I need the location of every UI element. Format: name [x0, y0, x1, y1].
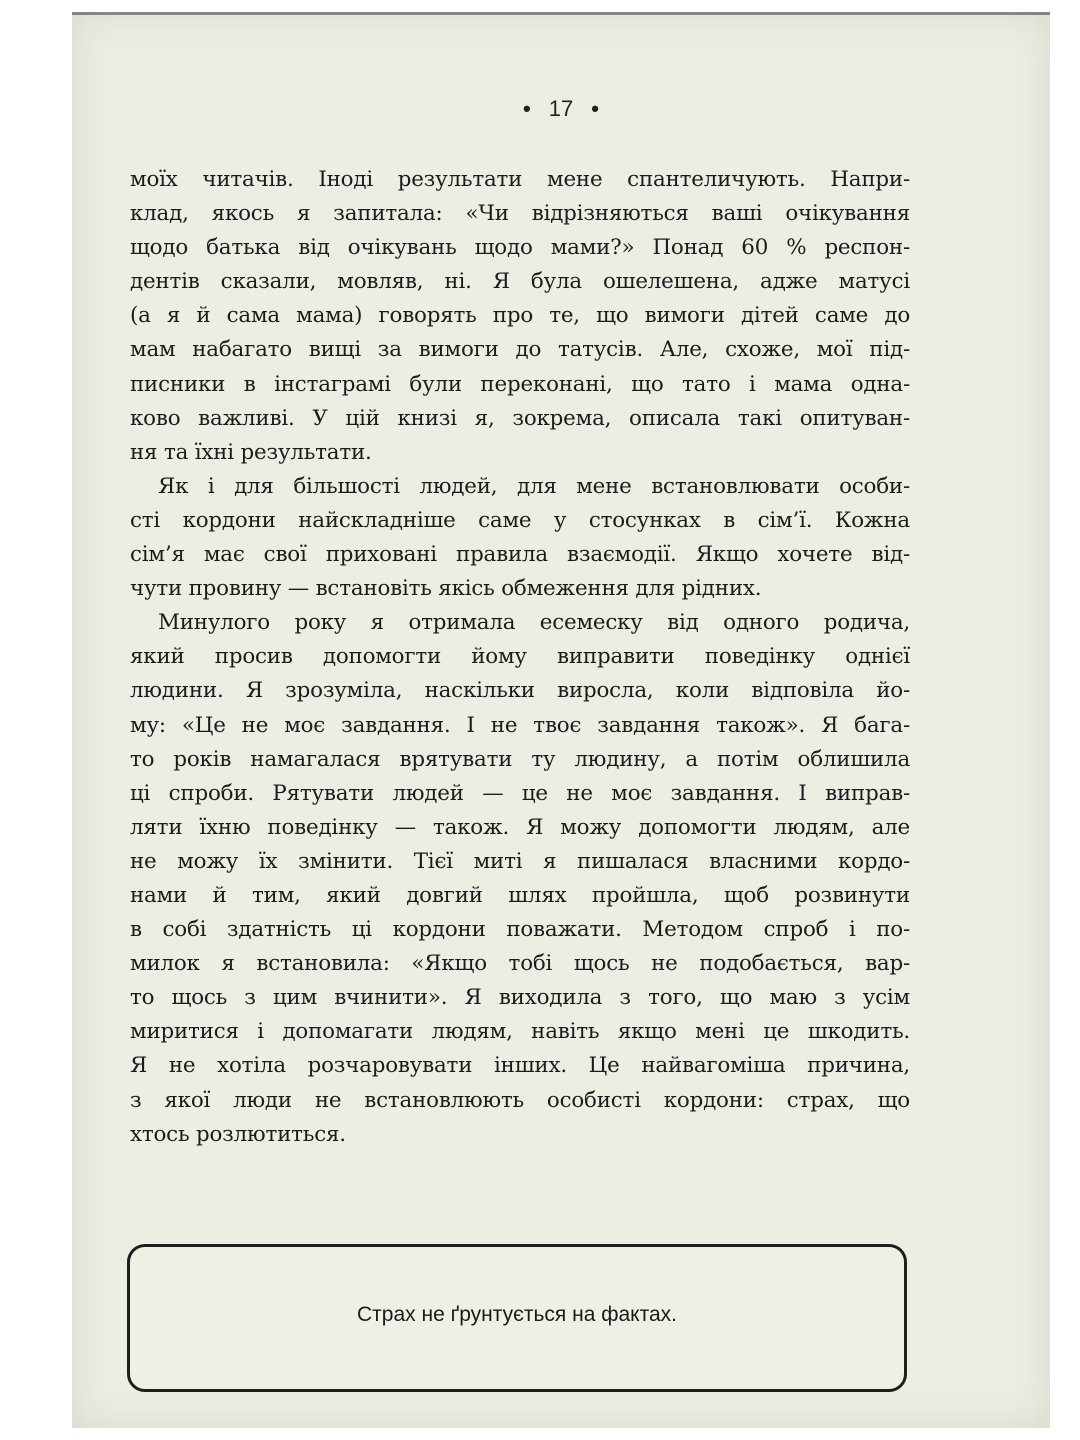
text-line: не можу їх змінити. Тієї миті я пишалася власними кордо-	[130, 848, 910, 874]
text-line: миритися і допомагати людям, навіть якщо мені це шкодить.	[130, 1019, 910, 1045]
page-number-value: 17	[548, 96, 574, 121]
bullet-dot: •	[523, 96, 531, 121]
text-line: Як і для більшості людей, для мене встановлювати особи-	[158, 473, 910, 499]
text-line: хтось розлютиться.	[130, 1121, 346, 1147]
callout-box	[127, 1244, 907, 1392]
paragraph	[130, 163, 910, 470]
text-line: який просив допомогти йому виправити поведінку однієї	[130, 644, 910, 670]
text-line: мам набагато вищі за вимоги до татусів. Але, схоже, мої під-	[130, 337, 910, 363]
text-line: ці спроби. Рятувати людей — це не моє завдання. І виправ-	[130, 780, 910, 806]
text-line: то років намагалася врятувати ту людину, а потім облишила	[130, 746, 910, 772]
text-line: ня та їхні результати.	[130, 439, 372, 465]
text-line: то щось з цим вчинити». Я виходила з того, що маю з усім	[130, 985, 910, 1011]
text-line: ляти їхню поведінку — також. Я можу допомогти людям, але	[130, 814, 910, 840]
text-line: з якої люди не встановлюють особисті кордони: страх, що	[130, 1087, 910, 1113]
text-line: Я не хотіла розчаровувати інших. Це найвагоміша причина,	[130, 1053, 910, 1079]
book-page	[72, 12, 1050, 1428]
text-line: милок я встановила: «Якщо тобі щось не подобається, вар-	[130, 951, 910, 977]
text-line: щодо батька від очікувань щодо мами?» Понад 60 % респон-	[130, 235, 910, 261]
text-line: нами й тим, який довгий шлях пройшла, щоб розвинути	[130, 882, 910, 908]
text-line: му: «Це не моє завдання. І не твоє завдання також». Я бага-	[130, 712, 910, 738]
text-line: Минулого року я отримала есемеску від одного родича,	[158, 610, 910, 636]
page-number	[72, 96, 1050, 122]
body-text	[130, 163, 910, 1152]
callout-text: Страх не ґрунтується на фактах.	[357, 1303, 677, 1326]
text-line: моїх читачів. Іноді результати мене спантеличують. Напри-	[130, 167, 910, 192]
text-line: сім’я має свої приховані правила взаємодії. Якщо хочете від-	[130, 542, 910, 568]
text-line: чути провину — встановіть якісь обмеження для рідних.	[130, 576, 762, 602]
text-line: писники в інстаграмі були переконані, що тато і мама одна-	[130, 371, 910, 397]
text-line: ково важливі. У цій книзі я, зокрема, описала такі опитуван-	[130, 405, 910, 431]
paragraph	[130, 606, 910, 1152]
bullet-dot: •	[591, 96, 599, 121]
text-line: (а я й сама мама) говорять про те, що вимоги дітей саме до	[130, 303, 910, 329]
text-line: людини. Я зрозуміла, наскільки виросла, коли відповіла йо-	[130, 678, 910, 704]
text-line: дентів сказали, мовляв, ні. Я була ошелешена, адже матусі	[130, 269, 910, 295]
text-line: клад, якось я запитала: «Чи відрізняються ваші очікування	[130, 201, 910, 227]
text-line: в собі здатність ці кордони поважати. Методом спроб і по-	[130, 917, 910, 943]
top-edge-shadow	[72, 12, 1050, 15]
paragraph	[130, 470, 910, 606]
text-line: сті кордони найскладніше саме у стосунках в сім’ї. Кожна	[130, 507, 910, 533]
